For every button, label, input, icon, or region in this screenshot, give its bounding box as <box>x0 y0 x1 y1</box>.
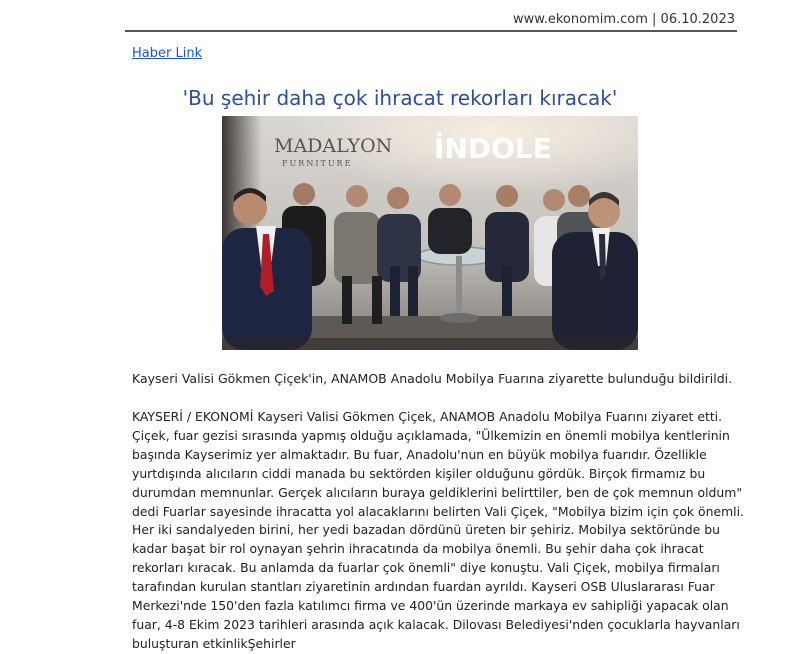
header-divider <box>125 30 737 32</box>
photo-sign-madalyon: MADALYON <box>274 135 393 157</box>
article-title: 'Bu şehir daha çok ihracat rekorları kıracak' <box>182 86 618 110</box>
photo-caption: Kayseri Valisi Gökmen Çiçek'in, ANAMOB Anadolu Mobilya Fuarına ziyarette bulunduğu bildirildi. <box>132 371 733 386</box>
photo-sign-indole: İNDOLE <box>434 132 552 165</box>
news-link[interactable]: Haber Link <box>132 46 203 61</box>
source-date-header: www.ekonomim.com | 06.10.2023 <box>513 12 735 27</box>
photo-sign-furniture: FURNITURE <box>282 159 353 168</box>
article-body: KAYSERİ / EKONOMİ Kayseri Valisi Gökmen Çiçek, ANAMOB Anadolu Mobilya Fuarını ziyaret etti. Çiçek, fuar gezisi sırasında yapmış olduğu açıklamada, "Ülkemizin en önemli mobilya kentlerinin başında Kayserimiz yer almaktadır. Bu fuar, Anadolu'nun en büyük mobilya fuarıdır. Özellikle yurtdışında alıcıların ciddi manada bu sektörden kişiler olduğunu gördük. Birçok firmamız bu durumdan memnunlar. Gerçek alıcıların buraya geldiklerini belirttiler, ben de çok memnun oldum" dedi Fuarlar sayesinde ihracatta yol alacaklarını belirten Vali Çiçek, "Mobilya bizim için çok önemli. Her iki sandalyeden birini, her yedi bazadan dördünü üreten bir şehiriz. Mobilya sektöründe bu kadar başat bir rol oynayan şehrin ihracatında da mobilya önemli. Bu şehir daha çok ihracat rekorları kıracak. Bu anlamda da fuarlar çok önemli" diye konuştu. Vali Çiçek, mobilya firmaları tarafından kurulan stantları ziyaretinin ardından fuardan ayrıldı. Kayseri OSB Uluslararası Fuar Merkezi'nde 150'den fazla katılımcı firma ve 400'ün üzerinde markaya ev sahipliği yapacak olan fuar, 4-8 Ekim 2023 tarihleri arasında açık kalacak. Dilovası Belediyesi'nden çocuklarla hayvanları buluşturan etkinlikŞehirler <box>132 409 744 651</box>
article-photo <box>222 116 638 350</box>
